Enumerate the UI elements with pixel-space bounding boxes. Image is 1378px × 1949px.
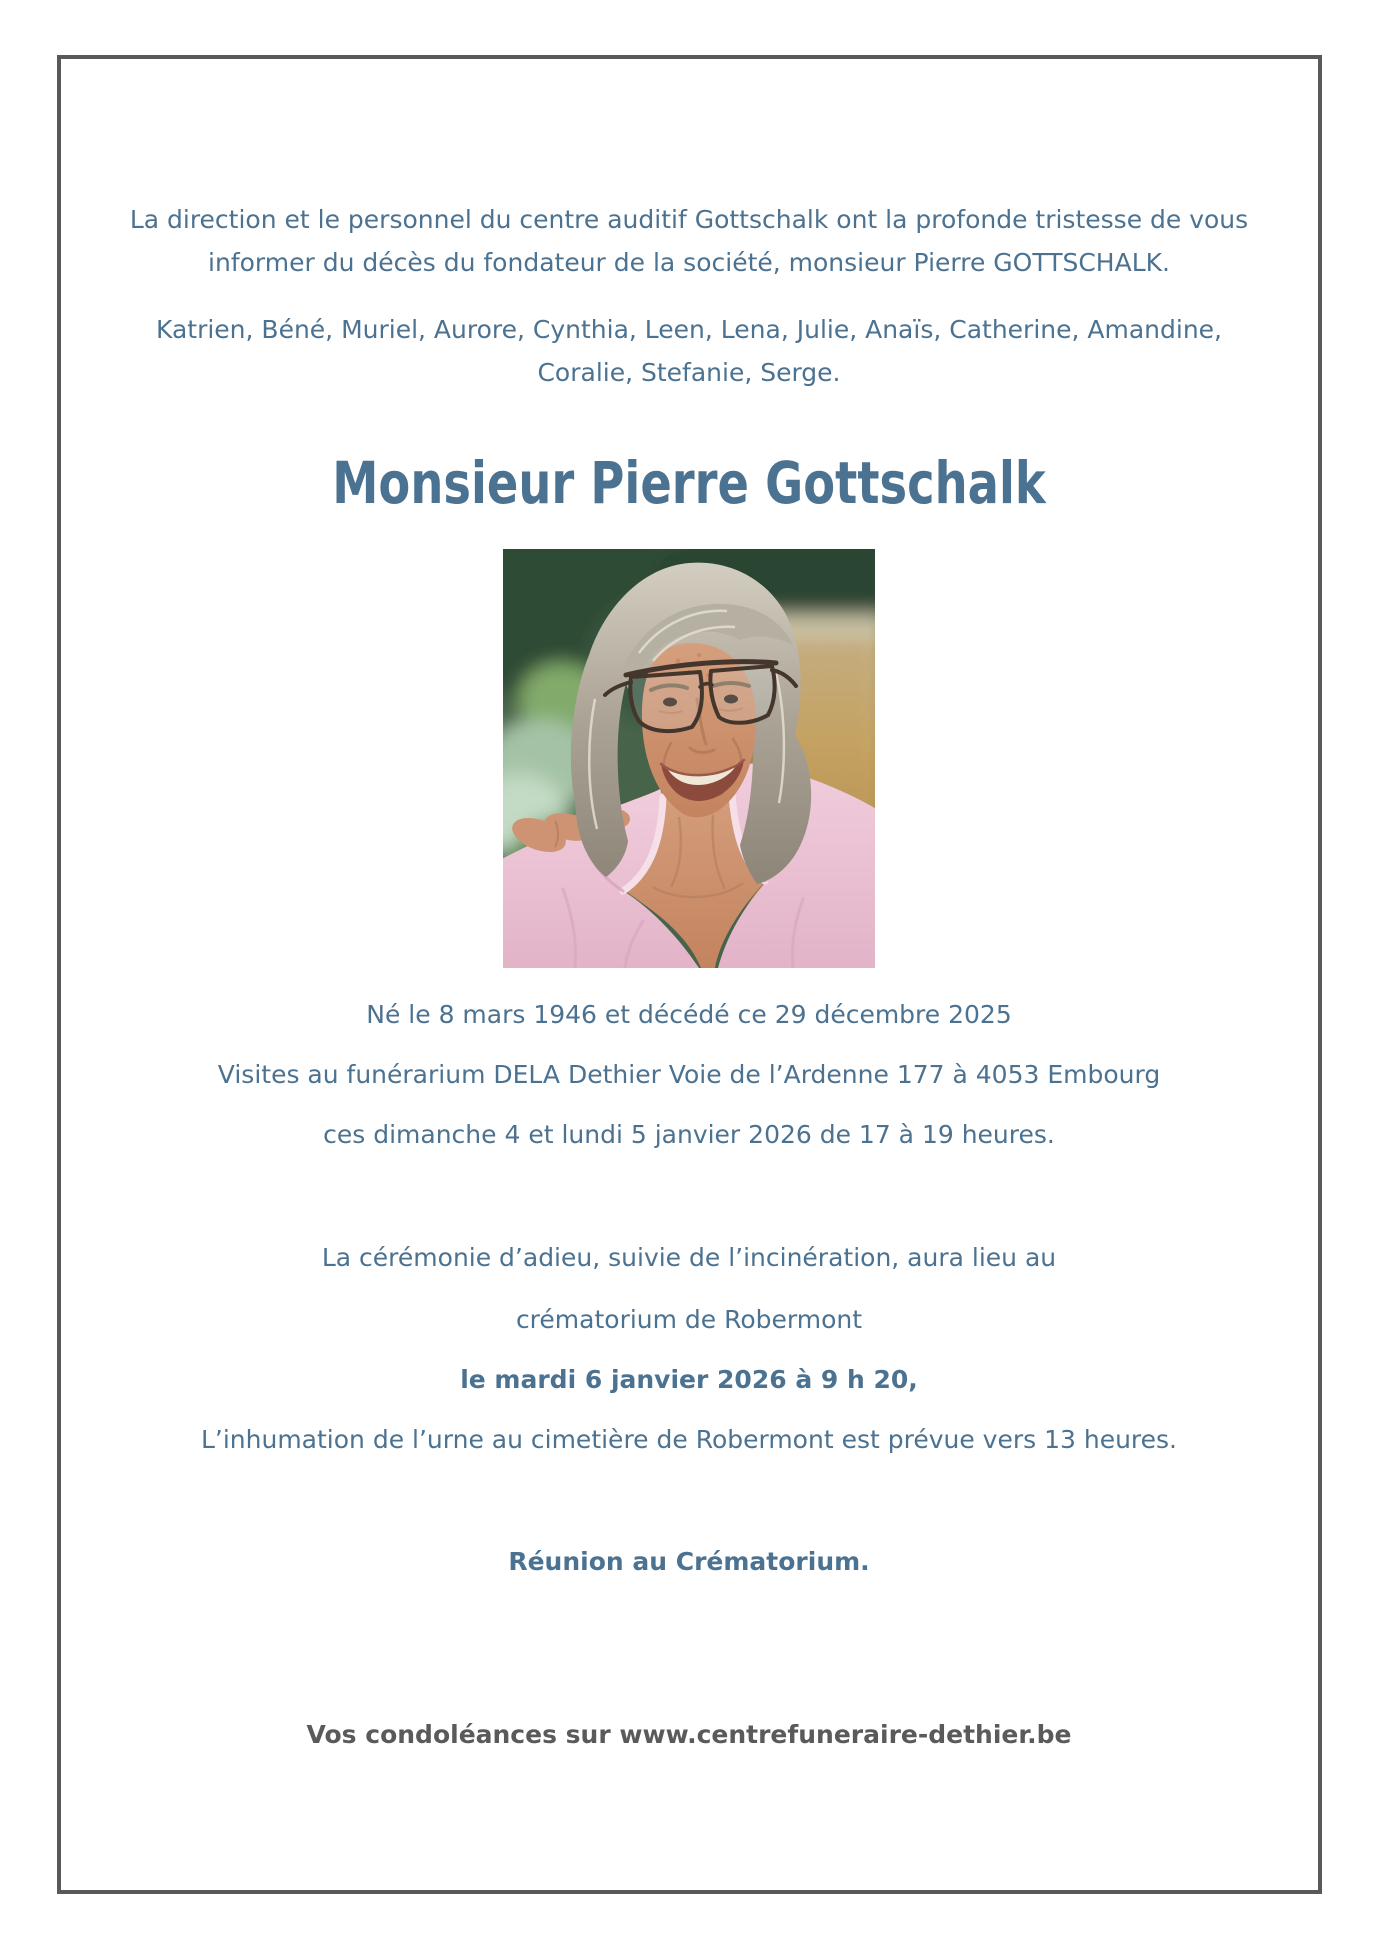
ceremony-line-2: crématorium de Robermont [515, 1305, 863, 1334]
staff-names-paragraph [0, 308, 1378, 394]
announcement-line-1: La direction et le personnel du centre auditif Gottschalk ont la profonde tristesse de vous [129, 205, 1249, 234]
reunion-line: Réunion au Crématorium. [508, 1547, 870, 1576]
visits-dates-line: ces dimanche 4 et lundi 5 janvier 2026 de 17 à 19 heures. [323, 1120, 1055, 1149]
ceremony-line-1: La cérémonie d’adieu, suivie de l’incinération, aura lieu au [321, 1243, 1057, 1272]
staff-names-line-2: Coralie, Stefanie, Serge. [537, 358, 841, 387]
portrait-photo-illustration [503, 549, 875, 968]
portrait-photo [503, 549, 875, 968]
staff-names-line-1: Katrien, Béné, Muriel, Aurore, Cynthia, Leen, Lena, Julie, Anaïs, Catherine, Amandine, [156, 315, 1222, 344]
deceased-name-title: Monsieur Pierre Gottschalk [332, 449, 1046, 517]
inhumation-line: L’inhumation de l’urne au cimetière de Robermont est prévue vers 13 heures. [200, 1425, 1178, 1454]
announcement-paragraph [0, 198, 1378, 284]
ceremony-date-line: le mardi 6 janvier 2026 à 9 h 20, [460, 1365, 918, 1394]
visits-location-line: Visites au funérarium DELA Dethier Voie de l’Ardenne 177 à 4053 Embourg [217, 1060, 1161, 1089]
condolences-footer: Vos condoléances sur www.centrefuneraire-dethier.be [306, 1720, 1072, 1749]
announcement-line-2: informer du décès du fondateur de la société, monsieur Pierre GOTTSCHALK. [208, 248, 1170, 277]
birth-death-line: Né le 8 mars 1946 et décédé ce 29 décembre 2025 [366, 1000, 1012, 1029]
